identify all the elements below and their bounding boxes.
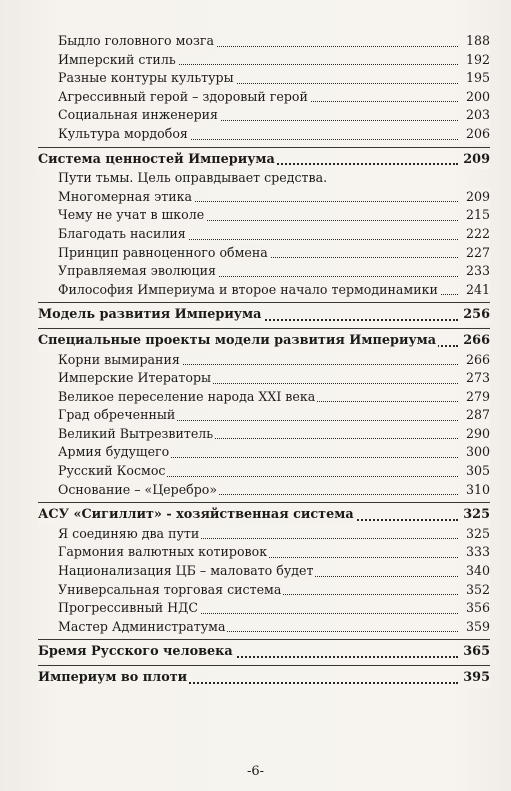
toc-entry-title: Специальные проекты модели развития Империума — [38, 332, 438, 351]
toc-entry-page: 241 — [460, 281, 490, 300]
toc-entry-page: 305 — [460, 462, 490, 481]
toc-entry[interactable] — [58, 599, 490, 618]
toc-entry-page: 266 — [460, 351, 490, 370]
toc-entry-page: 209 — [460, 188, 490, 207]
toc-entry-title: Многомерная этика — [58, 188, 194, 207]
toc-entry-title: Основание – «Церебро» — [58, 481, 219, 500]
toc-entry-title: Бремя Русского человека — [38, 643, 235, 662]
toc-entry-title: Армия будущего — [58, 443, 171, 462]
toc-entry[interactable] — [58, 51, 490, 70]
toc-entry[interactable] — [58, 206, 490, 225]
toc-entry[interactable] — [58, 69, 490, 88]
toc-entry[interactable] — [58, 388, 490, 407]
toc-entry-page: 340 — [460, 562, 490, 581]
toc-entry[interactable] — [58, 281, 490, 300]
toc-entry-title: Великое переселение народа XXI века — [58, 388, 317, 407]
toc-entry-page: 395 — [460, 669, 490, 688]
toc-entry[interactable] — [58, 262, 490, 281]
section-divider — [38, 302, 490, 303]
section-divider — [38, 328, 490, 329]
toc-entry-page: 203 — [460, 106, 490, 125]
toc-entry-page: 310 — [460, 481, 490, 500]
toc-entry-title: Корни вымирания — [58, 351, 182, 370]
section-divider — [38, 639, 490, 640]
toc-section-entry[interactable] — [38, 151, 490, 170]
toc-entry-page: 192 — [460, 51, 490, 70]
toc-entry-page: 206 — [460, 125, 490, 144]
toc-entry[interactable] — [58, 406, 490, 425]
toc-entry-page: 273 — [460, 369, 490, 388]
toc-entry-page: 222 — [460, 225, 490, 244]
toc-entry-page: 352 — [460, 581, 490, 600]
toc-entry-page: 266 — [460, 332, 490, 351]
toc-entry-page: 333 — [460, 543, 490, 562]
toc-entry-page: 233 — [460, 262, 490, 281]
toc-entry-title: Мастер Администратума — [58, 618, 227, 637]
toc-entry-page: 256 — [460, 306, 490, 325]
toc-entry[interactable] — [58, 481, 490, 500]
toc-section-entry[interactable] — [38, 643, 490, 662]
toc-entry[interactable] — [58, 581, 490, 600]
toc-entry-page: 356 — [460, 599, 490, 618]
toc-entry[interactable] — [58, 425, 490, 444]
toc-entry-title: Град обреченный — [58, 406, 177, 425]
toc-entry[interactable] — [58, 32, 490, 51]
section-divider — [38, 147, 490, 148]
toc-entry-title: Благодать насилия — [58, 225, 188, 244]
toc-entry-page: 325 — [460, 506, 490, 525]
toc-entry-title: Система ценностей Империума — [38, 151, 277, 170]
toc-entry-page: 227 — [460, 244, 490, 263]
toc-entry-title: Гармония валютных котировок — [58, 543, 269, 562]
toc-entry[interactable] — [58, 562, 490, 581]
toc-entry[interactable] — [58, 351, 490, 370]
toc-entry-title: Имперские Итераторы — [58, 369, 213, 388]
toc-entry-page: 325 — [460, 525, 490, 544]
table-of-contents — [38, 32, 490, 688]
toc-entry-title: Социальная инженерия — [58, 106, 220, 125]
toc-entry-title: Русский Космос — [58, 462, 167, 481]
toc-entry-title: Империум во плоти — [38, 669, 189, 688]
toc-section-entry[interactable] — [38, 332, 490, 351]
toc-entry-page: 209 — [460, 151, 490, 170]
page-number: -6- — [246, 764, 265, 779]
toc-entry-title: Быдло головного мозга — [58, 32, 216, 51]
toc-entry[interactable] — [58, 225, 490, 244]
toc-entry-page: 365 — [460, 643, 490, 662]
toc-entry-title: АСУ «Сигиллит» - хозяйственная система — [38, 506, 356, 525]
toc-entry[interactable] — [58, 618, 490, 637]
toc-section-entry[interactable] — [38, 506, 490, 525]
section-divider — [38, 665, 490, 666]
toc-entry-title: Прогрессивный НДС — [58, 599, 200, 618]
toc-entry-title: Разные контуры культуры — [58, 69, 236, 88]
toc-section-entry[interactable] — [38, 306, 490, 325]
toc-entry-page: 215 — [460, 206, 490, 225]
toc-entry[interactable] — [58, 244, 490, 263]
toc-entry-title: Философия Империума и второе начало термодинамики — [58, 281, 440, 300]
toc-entry-title: Культура мордобоя — [58, 125, 190, 144]
toc-entry-page: 188 — [460, 32, 490, 51]
toc-entry[interactable] — [58, 543, 490, 562]
toc-entry[interactable] — [58, 125, 490, 144]
toc-entry-page: 290 — [460, 425, 490, 444]
toc-entry-title: Чему не учат в школе — [58, 206, 206, 225]
toc-entry-page: 279 — [460, 388, 490, 407]
section-divider — [38, 502, 490, 503]
toc-entry-title: Агрессивный герой – здоровый герой — [58, 88, 310, 107]
toc-entry[interactable] — [58, 169, 490, 188]
toc-entry-page: 287 — [460, 406, 490, 425]
toc-entry-title: Принцип равноценного обмена — [58, 244, 270, 263]
toc-entry-page: 200 — [460, 88, 490, 107]
toc-entry-title: Модель развития Империума — [38, 306, 263, 325]
toc-entry-page: 195 — [460, 69, 490, 88]
toc-entry[interactable] — [58, 369, 490, 388]
toc-entry[interactable] — [58, 88, 490, 107]
toc-section-entry[interactable] — [38, 669, 490, 688]
toc-entry-title: Великий Вытрезвитель — [58, 425, 215, 444]
toc-entry[interactable] — [58, 462, 490, 481]
toc-entry-title: Пути тьмы. Цель оправдывает средства. — [58, 170, 328, 186]
toc-entry-page: 359 — [460, 618, 490, 637]
toc-entry[interactable] — [58, 106, 490, 125]
toc-entry-title: Я соединяю два пути — [58, 525, 201, 544]
toc-entry-title: Управляемая эволюция — [58, 262, 218, 281]
toc-entry-title: Имперский стиль — [58, 51, 178, 70]
toc-entry[interactable] — [58, 188, 490, 207]
toc-entry-page: 300 — [460, 443, 490, 462]
toc-entry-title: Национализация ЦБ – маловато будет — [58, 562, 315, 581]
toc-entry-title: Универсальная торговая система — [58, 581, 283, 600]
toc-entry[interactable] — [58, 443, 490, 462]
toc-entry[interactable] — [58, 525, 490, 544]
